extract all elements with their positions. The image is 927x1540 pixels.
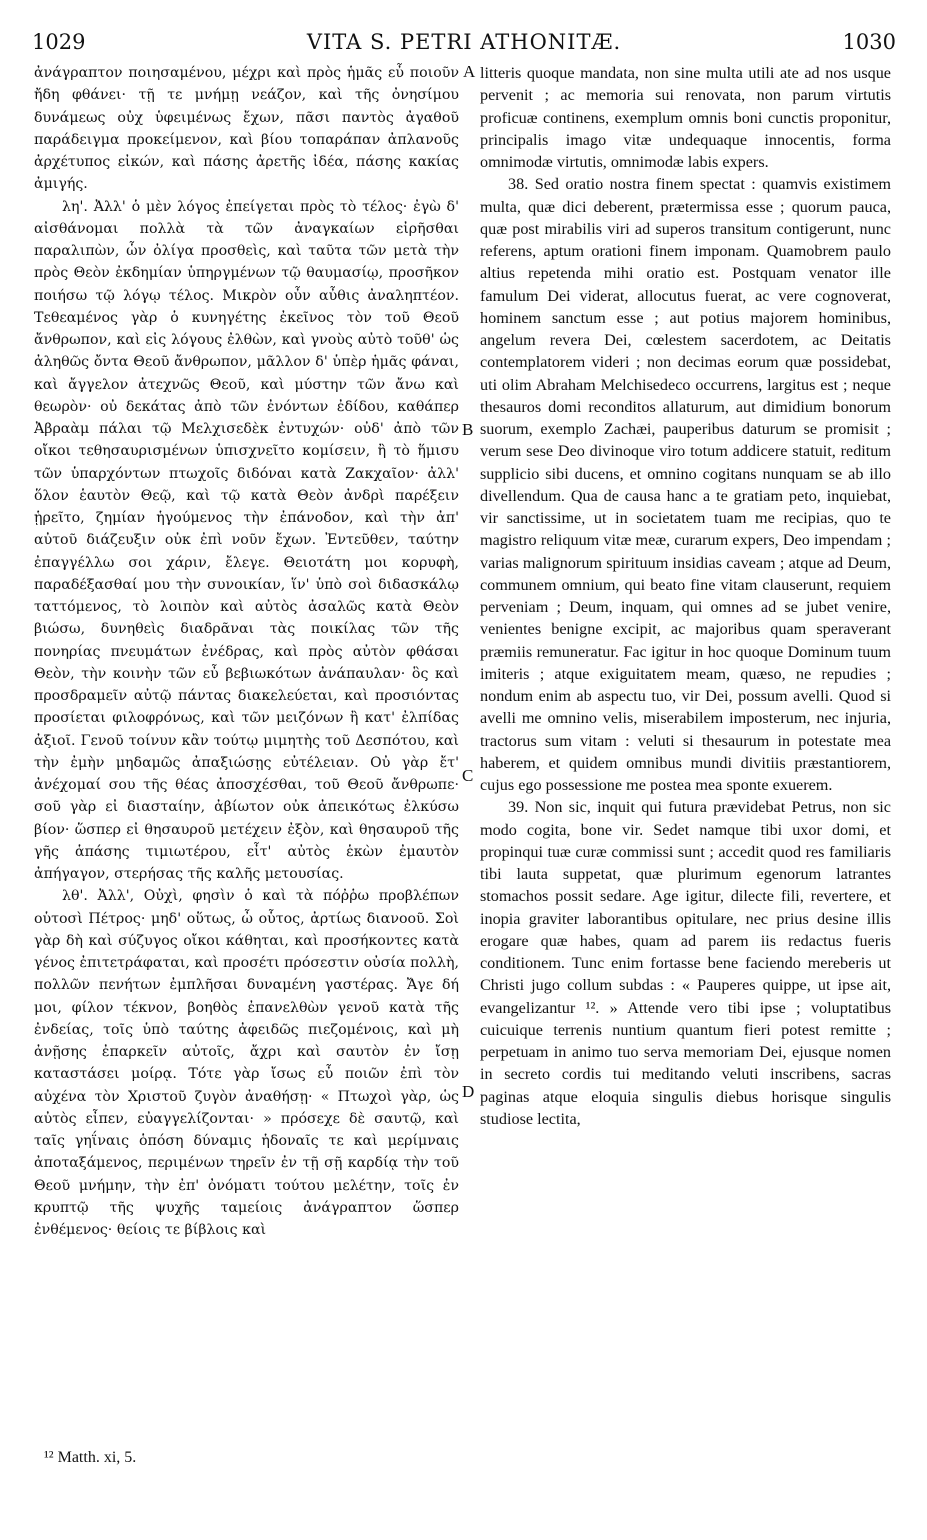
margin-marker-c: C (462, 766, 474, 785)
footnote: ¹² Matth. xi, 5. (44, 1449, 137, 1466)
running-header (32, 30, 896, 60)
page-number-left: 1029 (32, 30, 86, 54)
page-number-right: 1030 (842, 30, 896, 54)
margin-marker-a: A (463, 62, 476, 81)
running-title: VITA S. PETRI ATHONITÆ. (306, 30, 622, 54)
latin-paragraph: litteris quoque mandata, non sine multa utili ate ad nos usque pervenit ; ac memoria sui renovata, non parum virtutis proficuæ continens, exemplum omnis boni cunctis proponitur, principalis imago vitæ undequaque innocentis, forma omnimodæ virtutis, omnimodæ labis expers. (480, 64, 891, 171)
latin-paragraph: 38. Sed oratio nostra finem spectat : quamvis existimem multa, quæ dici deberent, prætermissa esse ; quorum pauca, quæ post mirabilis viri ad superos transitum contigerunt, nunc referens, aptum orationi finem imponam. Quamobrem paulo altius repetenda mihi oratio est. Postquam venator ille famulum Dei viderat, allocutus fuerat, ac vere cognoverat, hominem sanctum esse ; aut potius majorem hominibus, angelum revera Dei, cœlestem sacerdotem, ac Deitatis contemplatorem videri ; non decimas eorum quæ possidebat, uti olim Abraham Melchisedeco occurrens, largitus est ; neque thesauros domi reconditos allaturum, aut dimidium bonorum suorum, exemplo Zachæi, pauperibus daturum se promisit ; verum sese Deo divinoque viro totum addicere statuit, reditum supplicio sibi ducens, et omnino cogitans nunquam se ab illo divellendum. Qua de causa hanc a te gratiam peto, inquiebat, vir sanctissime, ut in societatem tuam me recipias, quo te magistro reliquum vitæ meæ, curarum expers, Deo impendam ; varias malignorum spirituum insidias caveam ; atque ad Deum, communem omnium, qui beato fine vitam clauserunt, requiem perveniam ; Deum, inquam, qui omnes ad se jubet venire, venientes benigne excipit, ac majoribus quam speraverant præmiis remuneratur. Fac igitur in hoc quoque Dominum tuum imiteris ; atque exiguitatem meam, quæso, ne repudies ; nondum enim ab aspectu tuo, vir Dei, possum avelli. Quod si avelli me omnino velis, miserabilem imposterum, nec injuria, tractorus sum vitam : veluti si thesaurum in potestate mea haberem, et quidem omnibus mundi divitiis præstantiorem, cujus ego possessione me postea mea sponte exuerem. (480, 175, 891, 794)
latin-paragraph: 39. Non sic, inquit qui futura prævidebat Petrus, non sic modo cogita, bone vir. Sedet namque tibi uxor domi, et propinqui tuæ curæ commissi sunt ; accedit quod res familiaris tibi lauta suppetat, quæ plurimum egenorum latrantes stomachos possit sedare. Age igitur, dilecte fili, revertere, et inopia graviter laborantibus opitulare, nec prius desine illis erogare quæ habes, quam ad parem iis redactus fueris conditionem. Tunc enim fortasse bene faciendo mereberis ut Christi jugo collum subdas : « Pauperes quippe, ut ipse ait, evangelizantur ¹². » Attende vero tibi ipse ; voluptatibus cuicuique terrenis nuntium quantum fieri potest remitte ; perpetuam in animo tuo serva memoriam Dei, ejusque nomen in secreto cordis tui meditando veluti inscribens, sacras paginas atque eloquia singulis diebus horisque singulis studiose lectita, (480, 798, 891, 1128)
margin-marker-d: D (462, 1082, 475, 1101)
greek-paragraph: ἀνάγραπτον ποιησαμένου, μέχρι καὶ πρὸς ἡμᾶς εὖ ποιοῦν ἤδη φθάνει· τῇ τε μνήμῃ νεάζον, καὶ τῆς ὀνησίμου δυνάμεως οὐχ ὑφειμένως ἔχων, πᾶσι παντὸς ἀγαθοῦ παράδειγμα προκείμενον, καὶ βίου τοπαράπαν ἀπλανοῦς ἀρχέτυπος εἰκών, καὶ πάσης ἀρετῆς ἰδέα, πάσης κακίας ἀμιγής. (34, 65, 459, 193)
latin-column (480, 62, 891, 1130)
greek-column (34, 62, 459, 1241)
greek-paragraph: λη'. Ἀλλ' ὁ μὲν λόγος ἐπείγεται πρὸς τὸ τέλος· ἐγὼ δ' αἰσθάνομαι πολλὰ τὰ τῶν ἀναγκαίων εἰρῆσθαι παραλιπὼν, ὧν ὀλίγα προσθεὶς, καὶ ταῦτα τῶν μετὰ τὴν πρὸς Θεὸν ἐκδημίαν ὑπηργμένων τῷ θαυμασίῳ, προσῆκον ποιήσω τῷ λόγῳ τέλος. Μικρὸν οὖν αὖθις ἀναληπτέον. Τεθεαμένος γὰρ ὁ κυνηγέτης ἐκεῖνος τὸν τοῦ Θεοῦ ἄνθρωπον, καὶ εἰς λόγους ἐλθὼν, καὶ γνοὺς αὐτὸ τοῦθ' ὡς ἀληθῶς ὄντα Θεοῦ ἄνθρωπον, μᾶλλον δ' ὑπὲρ ἡμᾶς φάναι, καὶ ἄγγελον ἀτεχνῶς Θεοῦ, καὶ μύστην τῶν ἄνω καὶ θεωρὸν· οὐ δεκάτας ἀπὸ τῶν ἐνόντων ἐδίδου, καθάπερ Ἀβραὰμ πάλαι τῷ Μελχισεδὲκ ἐντυχών· οὐδ' ἀπὸ τῶν οἴκοι τεθησαυρισμένων ὑπισχνεῖτο κομίσειν, ἢ τὸ ἥμισυ τῶν ὑπαρχόντων πτωχοῖς διδόναι κατὰ Ζακχαῖον· ἀλλ' ὅλον ἑαυτὸν Θεῷ, καὶ τῷ κατὰ Θεὸν ἀνδρὶ παρέξειν ᾑρεῖτο, ζημίαν ἡγούμενος τὴν ἐπάνοδον, καὶ τὴν ἀπ' αὐτοῦ διάζευξιν οὐκ ἐπὶ νοῦν ἔχων. Ἐντεῦθεν, ταύτην ἐπαγγέλλω σοι χάριν, ἔλεγε. Θειοτάτη μοι κορυφὴ, παραδέξασθαί μου τὴν συνοικίαν, ἵν' ὑπὸ σοὶ διδασκάλῳ ταττόμενος, τὸ λοιπὸν καὶ αὐτὸς ἀσαλῶς κατὰ Θεὸν βιώσω, δυνηθεὶς διαδρᾶναι τὰς ποικίλας τῶν τῆς πονηρίας πνευμάτων ἐνέδρας, καὶ πρὸς αὐτὸν φθάσαι Θεὸν, τὴν κοινὴν τῶν εὖ βεβιωκότων ἀνάπαυλαν· ὃς καὶ προσδραμεῖν αὐτῷ πάντας διακελεύεται, καὶ προσιόντας προσίεται φιλοφρόνως, καὶ τῶν μειζόνων ἢ κατ' ἐλπίδας ἀξιοῖ. Γενοῦ τοίνυν κἂν τούτῳ μιμητὴς τοῦ Δεσπότου, καὶ τὴν ἐμὴν μηδαμῶς ἀπαξιώσῃς εὐτέλειαν. Οὐ γὰρ ἔτ' ἀνέχομαί σου τῆς θέας ἀποσχέσθαι, τοῦ Θεοῦ ἄνθρωπε· σοῦ γὰρ εἰ διασταίην, ἀβίωτον οὐκ ἀπεικότως ἐλκύσω βίον· ὥσπερ εἰ θησαυροῦ μετέχειν ἐξὸν, καὶ θησαυροῦ τῆς γῆς ἁπάσης τιμιωτέρου, εἶτ' αὐτὸς ἑκὼν ἐμαυτὸν ἀπήγαγον, στερήσας τῆς καλῆς μετουσίας. (34, 198, 459, 882)
greek-paragraph: λθ'. Ἀλλ', Οὐχὶ, φησὶν ὁ καὶ τὰ πόῤῥω προβλέπων οὑτοσὶ Πέτρος· μηδ' οὕτως, ὦ οὗτος, ἀρτίως διανοοῦ. Σοὶ γὰρ δὴ καὶ σύζυγος οἴκοι κάθηται, καὶ προσήκοντες κατὰ γένος ἐπιτετράφαται, καὶ προσέτι πρόσεστιν οὐσία πολλὴ, πολλῶν πενήτων ἐμπλῆσαι δυναμένη γαστέρας. Ἄγε δή μοι, φίλον τέκνον, βοηθὸς ἐπανελθὼν γενοῦ κατὰ τῆς ἐνδείας, τοῖς ὑπὸ ταύτης ἀφειδῶς πιεζομένοις, καὶ μὴ ἀνῇσης ἐπαρκεῖν αὐτοῖς, ἄχρι καὶ σαυτὸν ἐν ἴσῃ καταστάσει μοίρᾳ. Τότε γὰρ ἴσως εὖ ποιῶν ἐπὶ τὸν αὐχένα τὸν Χριστοῦ ζυγὸν ἀναθήσῃ· « Πτωχοὶ γὰρ, ὡς αὐτὸς εἶπεν, εὐαγγελίζονται· » πρόσεχε δὲ σαυτῷ, καὶ ταῖς γηΐναις ὁπόση δύναμις ἡδοναῖς τε καὶ μερίμναις ἀποταξάμενος, περιμένων τηρεῖν ἐν τῇ σῇ καρδίᾳ τὴν τοῦ Θεοῦ μνήμην, τὴν ἐπ' ὀνόματι τούτου μελέτην, τοῖς ἐν κρυπτῷ τῆς ψυχῆς ταμείοις ἀνάγραπτον ὥσπερ ἐνθέμενος· θείοις τε βίβλοις καὶ (34, 888, 459, 1238)
margin-marker-b: B (462, 420, 474, 439)
